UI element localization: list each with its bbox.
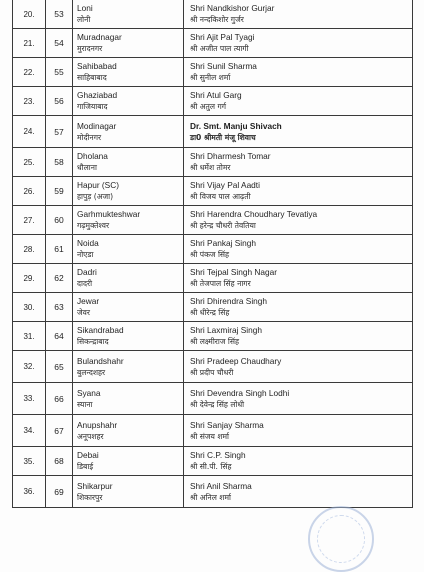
candidate-name-english: Shri Tejpal Singh Nagar xyxy=(190,267,278,277)
constituency-number: 56 xyxy=(46,87,73,115)
candidate-name-hindi: श्री विजय पाल आढ़ती xyxy=(190,192,251,201)
constituency-name-english: Shikarpur xyxy=(77,480,113,491)
constituency-name-hindi: गढ़मुक्तेश्वर xyxy=(77,221,110,230)
serial-number: 34. xyxy=(13,415,46,446)
constituency-name-hindi: हापुड़ (अजा) xyxy=(77,192,114,201)
candidate-cell xyxy=(184,383,412,414)
candidate-name-hindi: श्री धीरेन्द्र सिंह xyxy=(190,308,230,317)
candidate-name-hindi: श्री नन्दकिशोर गुर्जर xyxy=(190,15,244,24)
constituency-number: 59 xyxy=(46,177,73,205)
constituency-name-english: Loni xyxy=(77,3,93,13)
constituency-name-hindi: मुरादनगर xyxy=(77,44,103,53)
candidate-name-hindi: श्री अजीत पाल त्यागी xyxy=(190,44,249,53)
candidate-name-hindi: श्री पंकज सिंह xyxy=(190,250,230,259)
candidate-name-english: Shri Harendra Choudhary Tevatiya xyxy=(190,209,318,219)
constituency-number: 68 xyxy=(46,447,73,475)
candidate-cell xyxy=(184,351,412,382)
table-row xyxy=(13,292,412,321)
candidate-name-hindi: श्री अतुल गर्ग xyxy=(190,102,226,111)
candidate-cell xyxy=(184,148,412,176)
candidate-cell xyxy=(184,264,412,292)
constituency-name-hindi: मोदीनगर xyxy=(77,132,102,142)
constituency-number: 65 xyxy=(46,351,73,382)
serial-number: 29. xyxy=(13,264,46,292)
constituency-number: 55 xyxy=(46,58,73,86)
constituency-number: 62 xyxy=(46,264,73,292)
constituency-name-hindi: गाजियाबाद xyxy=(77,102,108,111)
constituency-name-english: Modinagar xyxy=(77,120,117,131)
candidate-name-hindi: श्री सी.पी. सिंह xyxy=(190,462,232,471)
candidate-cell xyxy=(184,415,412,446)
constituency-number: 57 xyxy=(46,116,73,147)
constituency-cell xyxy=(73,264,184,292)
candidate-name-english: Shri Pradeep Chaudhary xyxy=(190,355,282,366)
constituency-name-hindi: नोएडा xyxy=(77,250,94,259)
candidate-name-hindi: श्री अनिल शर्मा xyxy=(190,492,231,502)
serial-number: 36. xyxy=(13,476,46,507)
constituency-cell xyxy=(73,58,184,86)
candidate-cell xyxy=(184,293,412,321)
candidate-name-english: Shri Dharmesh Tomar xyxy=(190,151,271,161)
table-row xyxy=(13,321,412,350)
candidate-name-english: Shri Vijay Pal Aadti xyxy=(190,180,260,190)
candidate-name-english: Shri Nandkishor Gurjar xyxy=(190,3,275,13)
serial-number: 27. xyxy=(13,206,46,234)
constituency-cell xyxy=(73,415,184,446)
serial-number: 22. xyxy=(13,58,46,86)
constituency-number: 54 xyxy=(46,29,73,57)
constituency-name-english: Bulandshahr xyxy=(77,355,124,366)
constituency-number: 69 xyxy=(46,476,73,507)
constituency-name-english: Dholana xyxy=(77,151,108,161)
candidate-name-english: Dr. Smt. Manju Shivach xyxy=(190,120,282,131)
candidate-name-english: Shri Dhirendra Singh xyxy=(190,296,268,306)
candidate-name-english: Shri Pankaj Singh xyxy=(190,238,256,248)
constituency-name-english: Ghaziabad xyxy=(77,90,118,100)
serial-number: 25. xyxy=(13,148,46,176)
candidate-name-english: Shri C.P. Singh xyxy=(190,450,246,460)
table-row xyxy=(13,57,412,86)
constituency-name-hindi: शिकारपुर xyxy=(77,492,103,502)
constituency-name-english: Dadri xyxy=(77,267,97,277)
constituency-name-hindi: स्याना xyxy=(77,399,93,409)
constituency-name-hindi: दादरी xyxy=(77,279,93,288)
candidate-cell xyxy=(184,177,412,205)
candidate-name-hindi: श्री संजय शर्मा xyxy=(190,431,230,441)
candidate-name-english: Shri Ajit Pal Tyagi xyxy=(190,32,255,42)
candidate-cell xyxy=(184,58,412,86)
table-row xyxy=(13,446,412,475)
constituency-name-hindi: बुलन्दशहर xyxy=(77,367,106,377)
candidate-name-english: Shri Devendra Singh Lodhi xyxy=(190,387,290,398)
constituency-name-hindi: साहिबाबाद xyxy=(77,73,107,82)
candidate-name-hindi: श्री प्रदीप चौधरी xyxy=(190,367,234,377)
constituency-cell xyxy=(73,447,184,475)
candidate-name-hindi: श्री सुनील शर्मा xyxy=(190,73,231,82)
constituency-number: 58 xyxy=(46,148,73,176)
constituency-cell xyxy=(73,0,184,28)
serial-number: 35. xyxy=(13,447,46,475)
table-row xyxy=(13,475,412,507)
candidate-name-hindi: श्री देवेन्द्र सिंह लोधी xyxy=(190,399,245,409)
constituency-cell xyxy=(73,476,184,507)
constituency-name-english: Sahibabad xyxy=(77,61,117,71)
serial-number: 23. xyxy=(13,87,46,115)
constituency-name-english: Garhmukteshwar xyxy=(77,209,141,219)
constituency-number: 64 xyxy=(46,322,73,350)
constituency-name-english: Noida xyxy=(77,238,99,248)
constituency-number: 66 xyxy=(46,383,73,414)
constituency-number: 67 xyxy=(46,415,73,446)
constituency-name-english: Syana xyxy=(77,387,101,398)
constituency-number: 53 xyxy=(46,0,73,28)
office-seal-stamp xyxy=(308,506,374,572)
constituency-cell xyxy=(73,351,184,382)
candidate-list-table xyxy=(12,0,413,508)
serial-number: 33. xyxy=(13,383,46,414)
constituency-number: 63 xyxy=(46,293,73,321)
constituency-cell xyxy=(73,29,184,57)
candidate-name-english: Shri Atul Garg xyxy=(190,90,242,100)
candidate-name-hindi: श्री हरेन्द्र चौधरी तेवतिया xyxy=(190,221,256,230)
constituency-name-hindi: सिकन्द्राबाद xyxy=(77,337,109,346)
table-row xyxy=(13,0,412,28)
serial-number: 28. xyxy=(13,235,46,263)
serial-number: 21. xyxy=(13,29,46,57)
candidate-cell xyxy=(184,476,412,507)
constituency-name-english: Debai xyxy=(77,450,99,460)
candidate-cell xyxy=(184,447,412,475)
constituency-number: 60 xyxy=(46,206,73,234)
serial-number: 32. xyxy=(13,351,46,382)
constituency-name-english: Sikandrabad xyxy=(77,325,124,335)
candidate-cell xyxy=(184,29,412,57)
candidate-name-hindi: श्री लक्ष्मीराज सिंह xyxy=(190,337,240,346)
candidate-name-english: Shri Sunil Sharma xyxy=(190,61,257,71)
candidate-cell xyxy=(184,322,412,350)
candidate-name-english: Shri Anil Sharma xyxy=(190,480,252,491)
constituency-cell xyxy=(73,322,184,350)
candidate-cell xyxy=(184,0,412,28)
constituency-name-hindi: धौलाना xyxy=(77,163,97,172)
constituency-cell xyxy=(73,235,184,263)
constituency-name-hindi: अनूपशहर xyxy=(77,431,104,441)
candidate-name-hindi: डा0 श्रीमती मंजू शिवाच xyxy=(190,132,256,142)
table-row xyxy=(13,234,412,263)
constituency-name-hindi: लोनी xyxy=(77,15,91,24)
candidate-name-english: Shri Sanjay Sharma xyxy=(190,419,264,430)
constituency-cell xyxy=(73,116,184,147)
table-row xyxy=(13,263,412,292)
candidate-name-hindi: श्री तेजपाल सिंह नागर xyxy=(190,279,251,288)
constituency-name-hindi: डिबाई xyxy=(77,462,94,471)
constituency-name-english: Anupshahr xyxy=(77,419,118,430)
candidate-cell xyxy=(184,235,412,263)
table-row xyxy=(13,382,412,414)
table-row xyxy=(13,147,412,176)
candidate-cell xyxy=(184,87,412,115)
candidate-name-english: Shri Laxmiraj Singh xyxy=(190,325,262,335)
table-row xyxy=(13,205,412,234)
serial-number: 31. xyxy=(13,322,46,350)
constituency-cell xyxy=(73,383,184,414)
serial-number: 20. xyxy=(13,0,46,28)
candidate-cell xyxy=(184,116,412,147)
serial-number: 24. xyxy=(13,116,46,147)
constituency-name-english: Jewar xyxy=(77,296,100,306)
constituency-name-english: Muradnagar xyxy=(77,32,122,42)
constituency-name-english: Hapur (SC) xyxy=(77,180,119,190)
table-row xyxy=(13,414,412,446)
table-row xyxy=(13,176,412,205)
serial-number: 30. xyxy=(13,293,46,321)
constituency-cell xyxy=(73,293,184,321)
constituency-number: 61 xyxy=(46,235,73,263)
table-row xyxy=(13,28,412,57)
constituency-cell xyxy=(73,87,184,115)
candidate-cell xyxy=(184,206,412,234)
constituency-cell xyxy=(73,177,184,205)
table-row xyxy=(13,115,412,147)
constituency-cell xyxy=(73,148,184,176)
constituency-name-hindi: जेवर xyxy=(77,308,90,317)
constituency-cell xyxy=(73,206,184,234)
serial-number: 26. xyxy=(13,177,46,205)
candidate-name-hindi: श्री धर्मेश तोमर xyxy=(190,163,231,172)
table-row xyxy=(13,86,412,115)
table-row xyxy=(13,350,412,382)
